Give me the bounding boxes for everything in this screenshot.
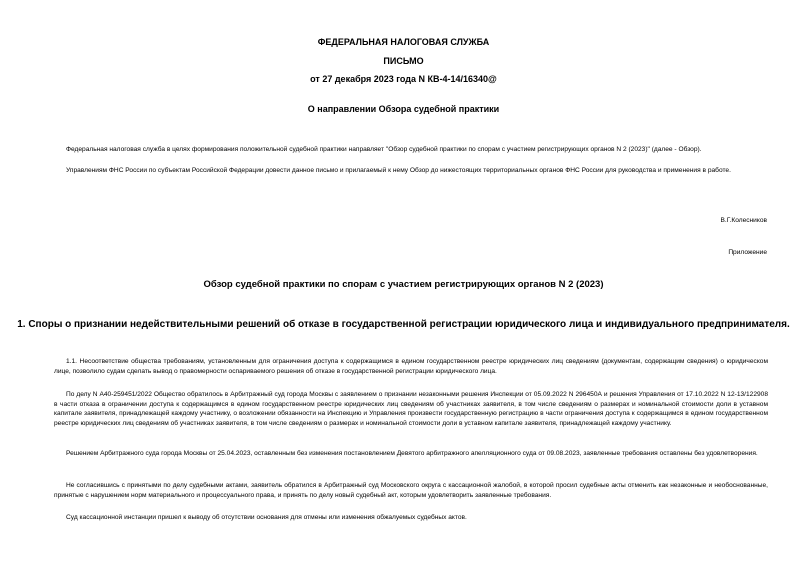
attachment-label: Приложение xyxy=(728,249,767,256)
review-paragraph-text: Суд кассационной инстанции пришел к выводу об отсутствии основания для отмены или изменения обжалуемых судебных актов. xyxy=(66,514,467,521)
letter-paragraph xyxy=(54,145,768,155)
section-heading: 1. Споры о признании недействительными решений об отказе в государственной регистрации юридического лица и индивидуального предпринимателя. xyxy=(17,319,790,330)
letter-paragraph-text: Федеральная налоговая служба в целях формирования положительной судебной практики направляет "Обзор судебной практики по спорам с участием регистрирующих органов N 2 (2023)" (далее - Обзор). xyxy=(66,146,702,153)
review-paragraph-text: Решением Арбитражного суда города Москвы от 25.04.2023, оставленным без изменения постановлением Девятого арбитражного апелляционного суда от 09.08.2023, заявленные требования оставлены без удовлетворения. xyxy=(66,450,758,457)
review-paragraph xyxy=(54,357,768,376)
letter-paragraph-text: Управлениям ФНС России по субъектам Российской Федерации довести данное письмо и прилагаемый к нему Обзор до нижестоящих территориальных органов ФНС России для руководства и применения в работе. xyxy=(66,167,731,174)
review-title: Обзор судебной практики по спорам с участием регистрирующих органов N 2 (2023) xyxy=(203,279,604,290)
letter-paragraph xyxy=(54,166,768,176)
review-paragraph xyxy=(54,449,768,459)
agency-name: ФЕДЕРАЛЬНАЯ НАЛОГОВАЯ СЛУЖБА xyxy=(317,37,490,47)
review-paragraph xyxy=(54,481,768,500)
review-paragraph xyxy=(54,513,768,523)
review-paragraph-text: 1.1. Несоответствие общества требованиям, установленным для ограничения доступа к содержащимся в едином государственном реестре юридических лиц сведениям (документам, содержащим сведения) о юридическом лице, позволило судам сделать вывод о правомерности оспариваемого решения об отказе в государственной регистрации юридического лица. xyxy=(54,358,768,375)
review-paragraph-text: По делу N А40-259451/2022 Общество обратилось в Арбитражный суд города Москвы с заявлением о признании незаконными решения Инспекции от 05.09.2022 N 296450А и решения Управления от 17.10.2022 N 12-13/122908 в части отказа в ограничении доступа к содержащимся в едином государственном реестре юридических лиц сведениям об участниках заявителя, в том числе сведениям о размерах и номинальной стоимости доли в уставном капитале заявителя, принадлежащей каждому участнику, о возложении обязанности на Инспекцию и Управления произвести государственную регистрацию в части ограничения доступа к содержащимся в едином государственном реестре юридических лиц сведениям об участниках заявителя, в том числе сведениям о размерах и номинальной стоимости доли в уставном капитале заявителя, принадлежащей каждому участнику. xyxy=(54,391,768,427)
document-date-number: от 27 декабря 2023 года N КВ-4-14/16340@ xyxy=(310,74,497,84)
review-paragraph xyxy=(54,390,768,428)
signature: В.Г.Колесников xyxy=(720,217,767,224)
review-paragraph-text: Не согласившись с принятыми по делу судебными актами, заявитель обратился в Арбитражный суд Московского округа с кассационной жалобой, в которой просил судебные акты отменить как незаконные и необоснованные, принятые с нарушением норм материального и процессуального права, и принять по делу новый судебный акт, которым удовлетворить заявленные требования. xyxy=(54,482,768,499)
document-type: ПИСЬМО xyxy=(383,56,424,66)
document-subject: О направлении Обзора судебной практики xyxy=(307,104,500,114)
